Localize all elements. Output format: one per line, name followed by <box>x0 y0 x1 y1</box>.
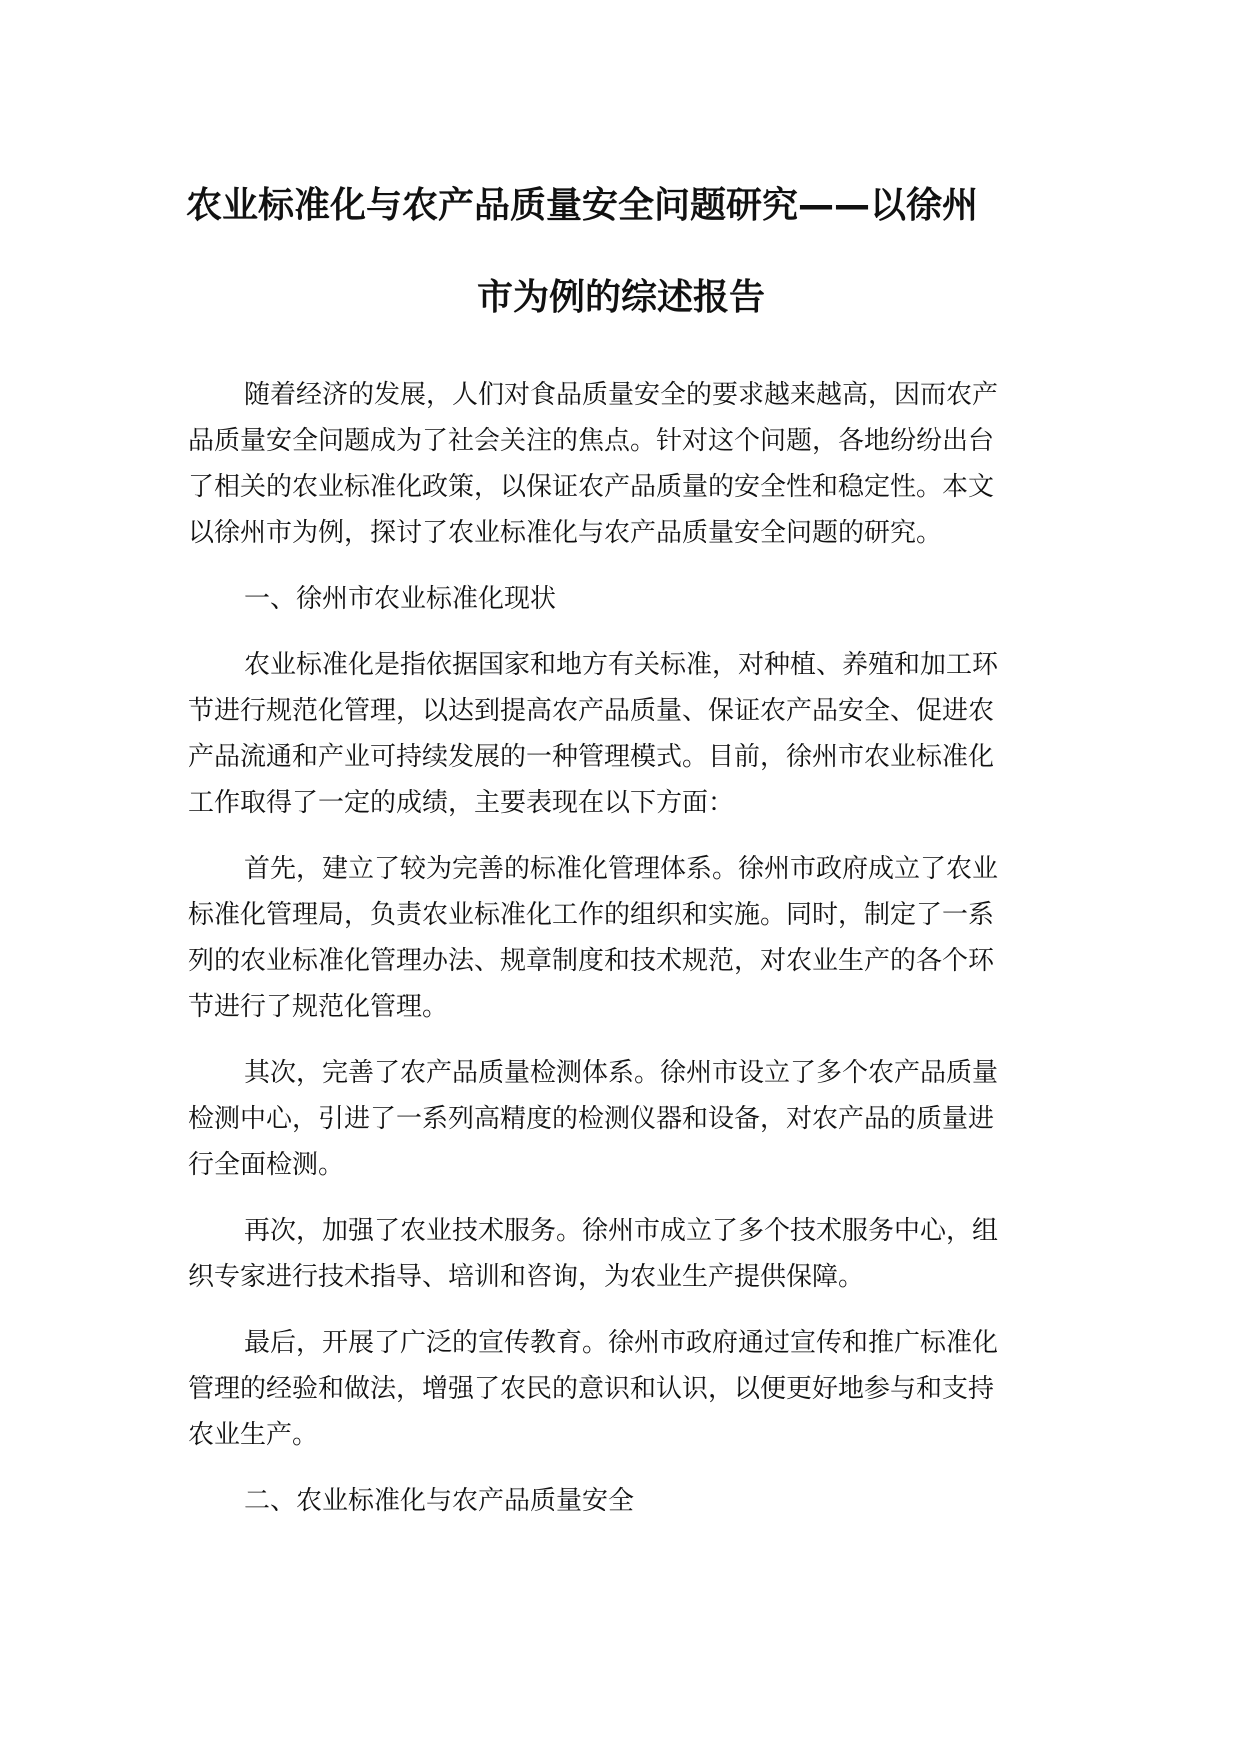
title-line: 市为例的综述报告 <box>476 277 765 318</box>
text-line: 行全面检测。 <box>188 1150 345 1180</box>
paragraph-third <box>188 1208 1050 1300</box>
text-line: 产品流通和产业可持续发展的一种管理模式。目前，徐州市农业标准化 <box>188 742 995 772</box>
text-line: 节进行了规范化管理。 <box>188 992 449 1022</box>
text-line: 农业标准化是指依据国家和地方有关标准，对种植、养殖和加工环 <box>244 650 999 680</box>
paragraph-definition <box>188 642 1050 826</box>
section-heading-2 <box>188 1478 1050 1524</box>
section-heading-1 <box>188 576 1050 622</box>
paragraph-second <box>188 1050 1050 1188</box>
text-line: 管理的经验和做法，增强了农民的意识和认识，以便更好地参与和支持 <box>188 1374 995 1404</box>
text-line: 工作取得了一定的成绩，主要表现在以下方面： <box>188 788 735 818</box>
text-line: 二、农业标准化与农产品质量安全 <box>244 1486 635 1516</box>
text-line: 了相关的农业标准化政策，以保证农产品质量的安全性和稳定性。本文 <box>188 472 995 502</box>
text-line: 以徐州市为例，探讨了农业标准化与农产品质量安全问题的研究。 <box>188 518 943 548</box>
text-line: 一、徐州市农业标准化现状 <box>244 584 557 614</box>
text-line: 随着经济的发展，人们对食品质量安全的要求越来越高，因而农产 <box>244 380 999 410</box>
paragraph-intro <box>188 372 1050 556</box>
text-line: 最后，开展了广泛的宣传教育。徐州市政府通过宣传和推广标准化 <box>244 1328 999 1358</box>
title-line: 农业标准化与农产品质量安全问题研究——以徐州 <box>186 185 979 226</box>
paragraph-first <box>188 846 1050 1030</box>
text-line: 检测中心，引进了一系列高精度的检测仪器和设备，对农产品的质量进 <box>188 1104 995 1134</box>
text-line: 首先，建立了较为完善的标准化管理体系。徐州市政府成立了农业 <box>244 854 999 884</box>
text-line: 标准化管理局，负责农业标准化工作的组织和实施。同时，制定了一系 <box>188 900 995 930</box>
text-line: 再次，加强了农业技术服务。徐州市成立了多个技术服务中心，组 <box>244 1216 999 1246</box>
document-title <box>186 160 1056 344</box>
text-line: 列的农业标准化管理办法、规章制度和技术规范，对农业生产的各个环 <box>188 946 995 976</box>
document-body <box>188 372 1050 1524</box>
text-line: 织专家进行技术指导、培训和咨询，为农业生产提供保障。 <box>188 1262 865 1292</box>
text-line: 节进行规范化管理，以达到提高农产品质量、保证农产品安全、促进农 <box>188 696 995 726</box>
paragraph-last <box>188 1320 1050 1458</box>
text-line: 品质量安全问题成为了社会关注的焦点。针对这个问题，各地纷纷出台 <box>188 426 995 456</box>
text-line: 其次，完善了农产品质量检测体系。徐州市设立了多个农产品质量 <box>244 1058 999 1088</box>
text-line: 农业生产。 <box>188 1420 319 1450</box>
